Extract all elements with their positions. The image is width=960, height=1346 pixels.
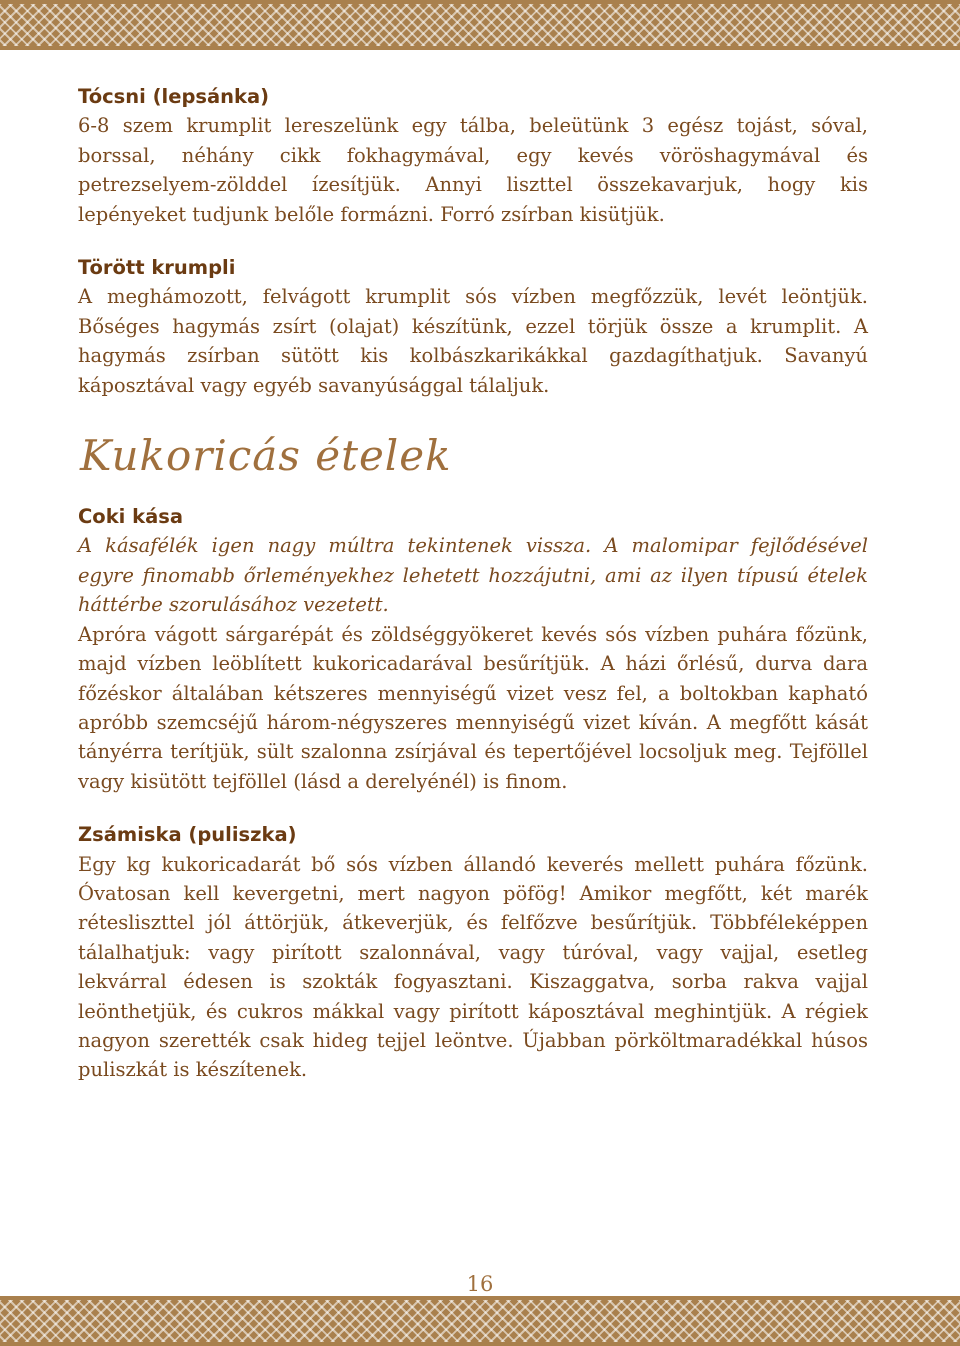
recipe-tocsni [78, 82, 868, 229]
page-content [78, 82, 868, 1109]
top-ornament-border [0, 0, 960, 50]
recipe-heading: Törött krumpli [78, 256, 236, 280]
recipe-zsamiska [78, 820, 868, 1085]
recipe-heading: Tócsni (lepsánka) [78, 85, 270, 108]
recipe-heading: Coki kása [78, 505, 184, 529]
recipe-intro: A kásafélék igen nagy múltra tekintenek vissza. A malomipar fejlődésével egyre finomabb őrleményekhez lehetett hozzájutni, ami az ilyen típusú ételek háttérbe szorulásához vezetett. [78, 534, 868, 617]
recipe-heading: Zsámiska (puliszka) [78, 823, 297, 847]
bottom-ornament-border [0, 1296, 960, 1346]
page-number [0, 1272, 960, 1296]
recipe-text: 6-8 szem krumplit lereszelünk egy tálba, beleütünk 3 egész tojást, sóval, borssal, néhány cikk fokhagymával, egy kevés vöröshagymával és petrezselyem-zölddel ízesítjük. Annyi liszttel összekavarjuk, hogy kis lepényeket tudjunk belőle formázni. Forró zsírban kisütjük. [78, 114, 868, 226]
recipe-text: A meghámozott, felvágott krumplit sós vízben megfőzzük, levét leöntjük. Bőséges hagymás zsírt (olajat) készítünk, ezzel törjük össze a krumplit. A hagymás zsírban sütött kis kolbászkarikákkal gazdagíthatjuk. Savanyú káposztával vagy egyéb savanyúsággal tálaljuk. [78, 285, 868, 397]
recipe-text: Egy kg kukoricadarát bő sós vízben állandó keverés mellett puhára főzünk. Óvatosan kell kevergetni, mert nagyon pöfög! Amikor megfőtt, két marék rétesliszttel jól áttörjük, átkeverjük, és felfőzve besűrítjük. Többféleképpen tálalhatjuk: vagy pirított szalonnával, vagy túróval, vagy vajjal, esetleg lekvárral édesen is szokták fogyasztani. Kiszaggatva, sorba rakva vajjal leönthetjük, és cukros mákkal vagy pirított káposztával meghintjük. A régiek nagyon szerették csak hideg tejjel leöntve. Újabban pörköltmaradékkal húsos puliszkát is készítenek. [78, 852, 868, 1082]
recipe-coki-kasa [78, 502, 868, 796]
recipe-torott-krumpli [78, 253, 868, 400]
chapter-title: Kukoricás ételek [80, 431, 452, 481]
recipe-text: Apróra vágott sárgarépát és zöldséggyökeret kevés sós vízben puhára főzünk, majd vízben leöblített kukoricadarával besűrítjük. A házi őrlésű, durva dara főzéskor általában kétszeres mennyiségű vizet vesz fel, a boltokban kapható apróbb szemcséjű három-négyszeres mennyiségű vizet kíván. A megfőtt kását tányérra terítjük, sült szalonna zsírjával és tepertőjével locsoljuk meg. Tejföllel vagy kisütött tejföllel (lásd a derelyénél) is finom. [78, 622, 868, 793]
page-number-label: 16 [453, 1272, 508, 1296]
